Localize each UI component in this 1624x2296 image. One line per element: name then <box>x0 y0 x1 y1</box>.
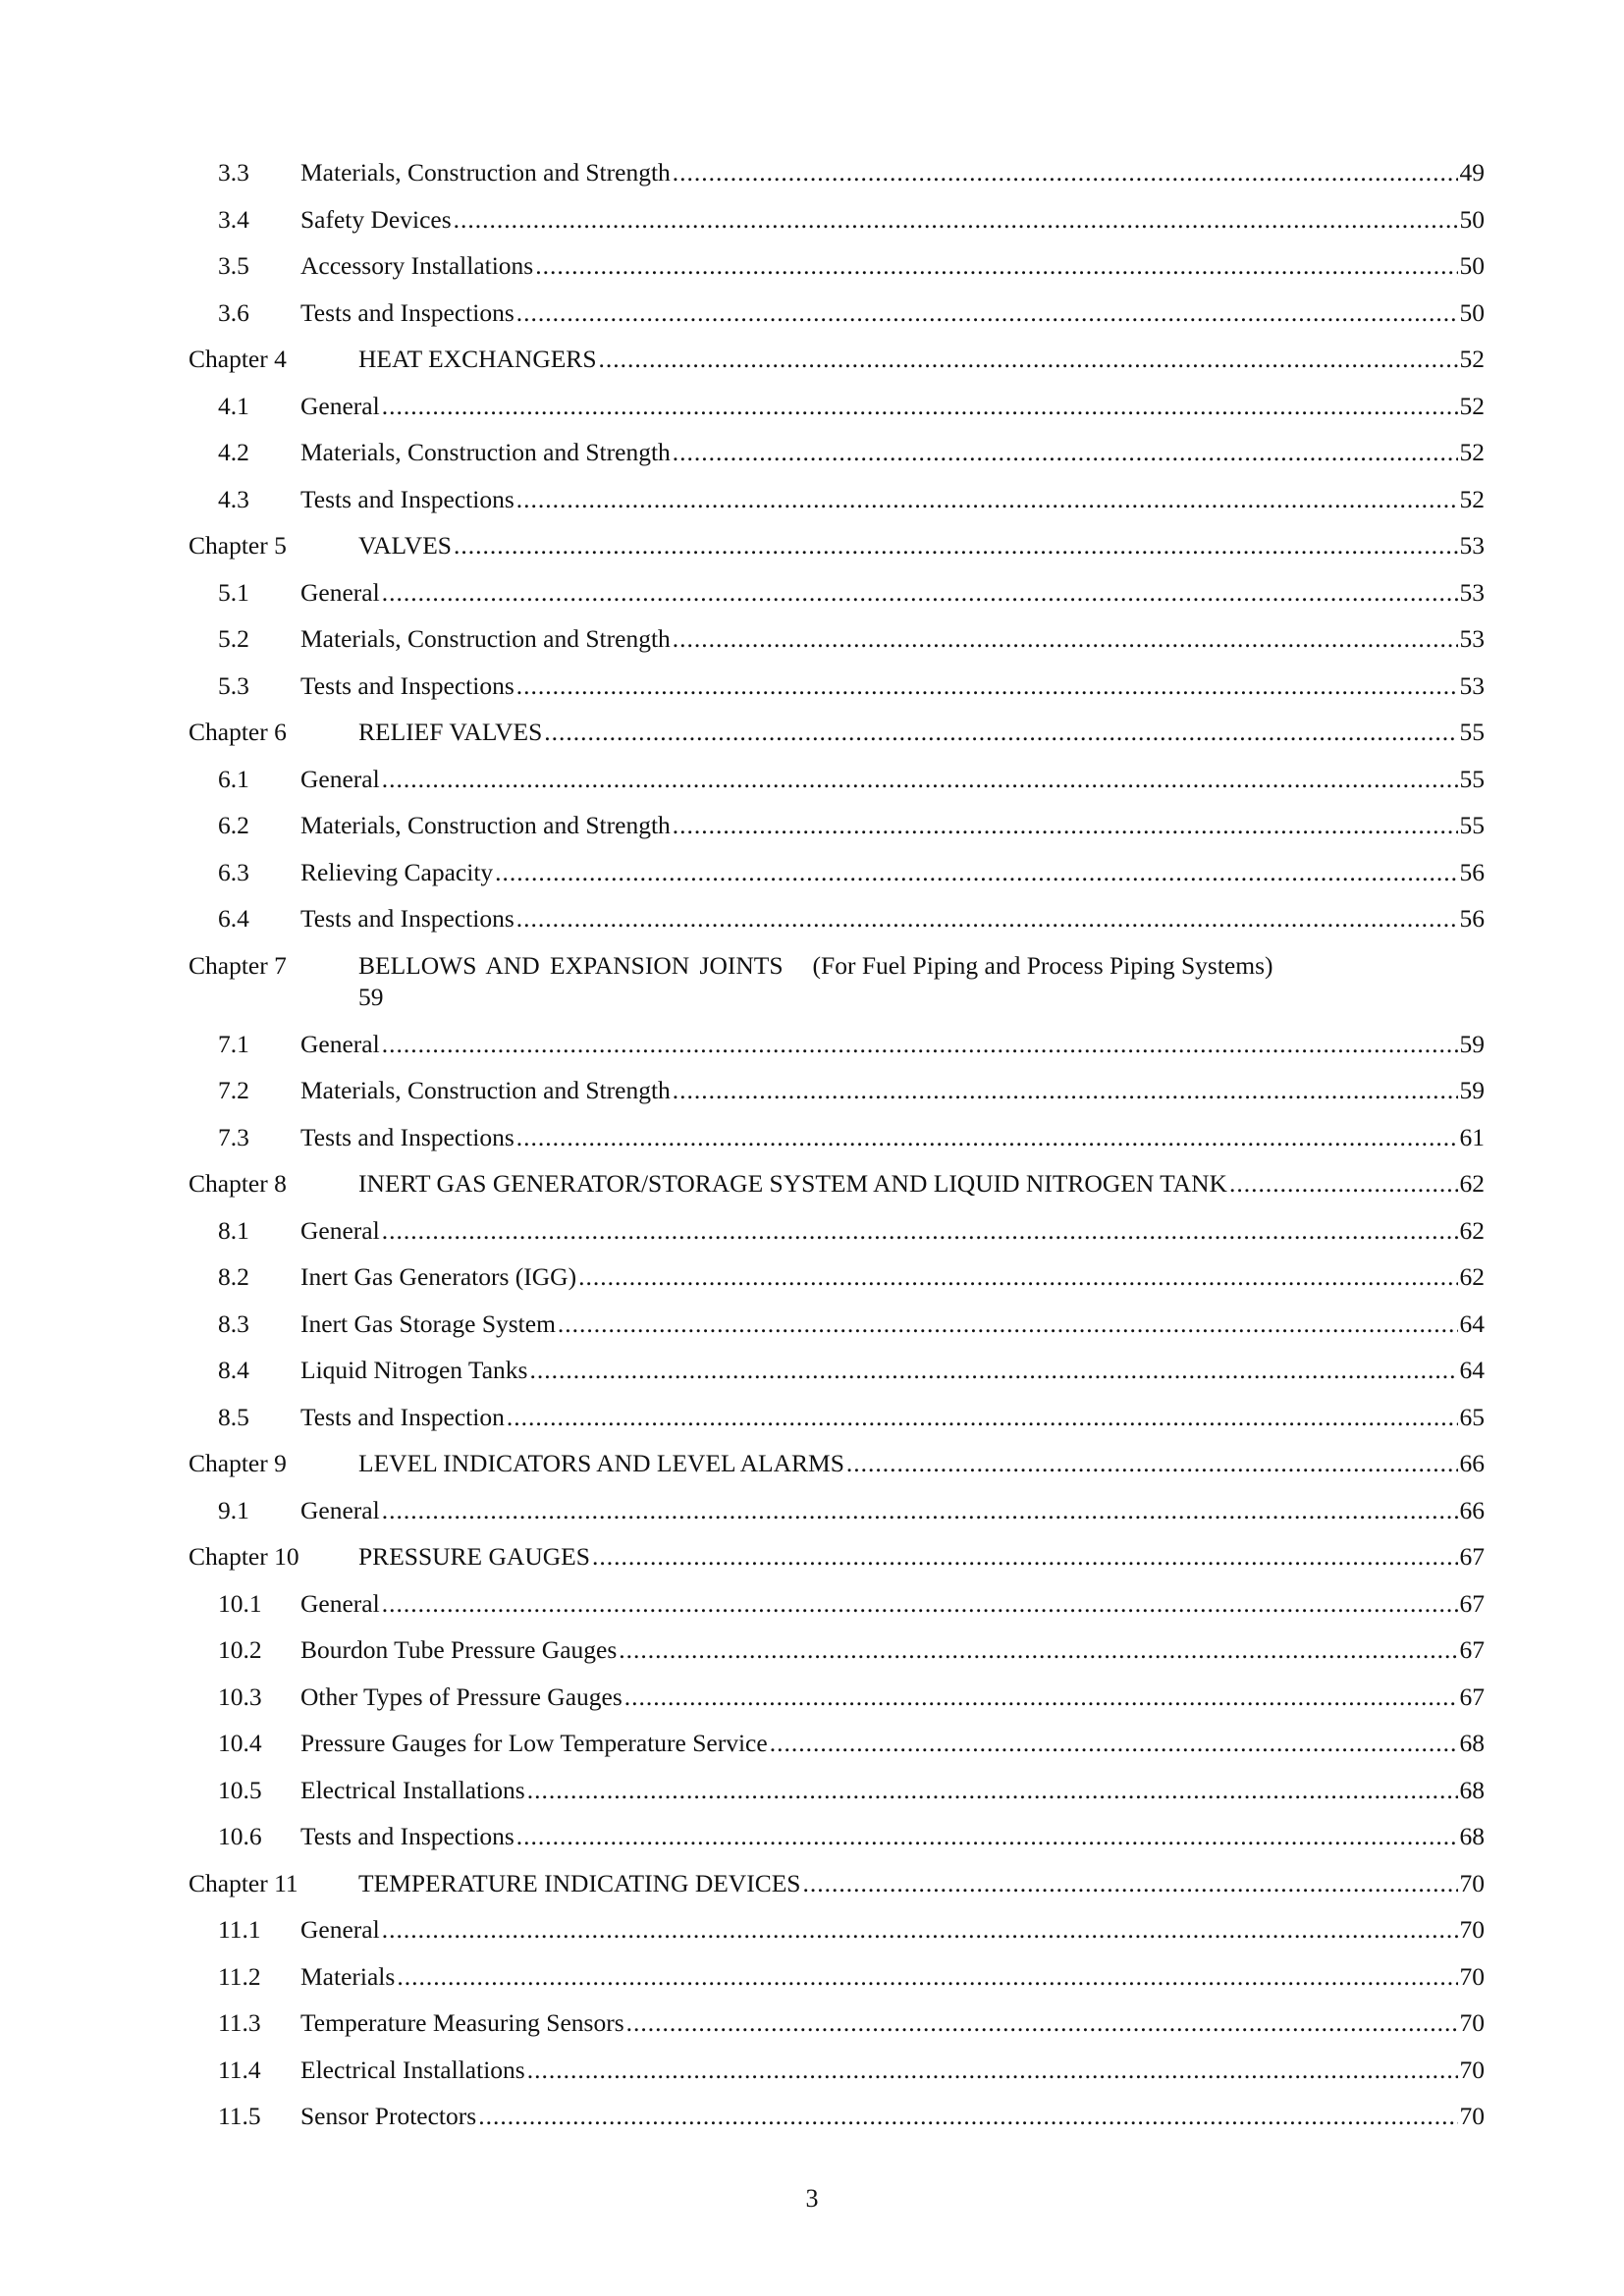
toc-entry-number: 10.3 <box>218 1682 262 1711</box>
toc-entry-subtitle: (For Fuel Piping and Process Piping Systems) <box>812 950 1273 980</box>
toc-entry-title: Liquid Nitrogen Tanks <box>300 1356 528 1384</box>
toc-entry-title: Materials, Construction and Strength <box>300 1076 671 1104</box>
toc-entry-title: Accessory Installations <box>300 251 534 280</box>
toc-entry-title: Materials, Construction and Strength <box>300 438 671 466</box>
toc-entry-line <box>358 1168 1485 1200</box>
toc-entry-title: Tests and Inspections <box>300 484 514 513</box>
toc-chapter-entry <box>0 950 1624 1029</box>
dot-leader <box>454 204 1458 236</box>
toc-entry-page: 66 <box>1459 1495 1485 1524</box>
toc-entry-page: 67 <box>1459 1542 1485 1571</box>
toc-entry-number: Chapter 7 <box>189 950 287 980</box>
toc-entry-page: 70 <box>1459 2102 1485 2130</box>
dot-leader <box>454 530 1458 561</box>
toc-section-entry <box>0 391 1624 438</box>
toc-entry-line <box>300 2101 1485 2132</box>
dot-leader <box>382 1215 1458 1247</box>
toc-entry-line <box>300 810 1485 841</box>
toc-section-entry <box>0 1588 1624 1635</box>
toc-entry-number: Chapter 10 <box>189 1542 299 1571</box>
toc-section-entry <box>0 437 1624 484</box>
toc-entry-number: 8.1 <box>218 1215 249 1245</box>
toc-entry-title: General <box>300 1495 380 1524</box>
toc-entry-number: 7.1 <box>218 1029 249 1058</box>
dot-leader <box>527 1775 1458 1806</box>
toc-entry-title: INERT GAS GENERATOR/STORAGE SYSTEM AND LIQUID NITROGEN TANK <box>358 1169 1227 1198</box>
toc-entry-page: 70 <box>1459 1915 1485 1944</box>
toc-entry-line <box>300 1261 1485 1293</box>
toc-entry-title: Relieving Capacity <box>300 857 494 886</box>
dot-leader <box>592 1541 1458 1573</box>
toc-entry-title: General <box>300 1915 380 1944</box>
dot-leader <box>624 1682 1458 1713</box>
toc-entry-number: 5.2 <box>218 624 249 653</box>
toc-section-entry <box>0 1215 1624 1262</box>
toc-entry-page: 61 <box>1459 1122 1485 1151</box>
toc-entry-number: 8.4 <box>218 1356 249 1384</box>
toc-entry-line <box>300 2007 1485 2039</box>
dot-leader <box>382 1914 1458 1946</box>
toc-entry-number: 11.2 <box>218 1961 261 1991</box>
dot-leader <box>382 764 1458 795</box>
toc-entry-line <box>300 1821 1485 1852</box>
toc-entry-number: 11.3 <box>218 2008 261 2037</box>
toc-entry-page: 53 <box>1459 531 1485 560</box>
toc-section-entry <box>0 1075 1624 1122</box>
toc-entry-number: Chapter 6 <box>189 718 287 746</box>
dot-leader <box>516 1122 1458 1153</box>
toc-entry-number: 5.1 <box>218 577 249 607</box>
toc-entry-title: VALVES <box>358 531 452 560</box>
toc-entry-page: 55 <box>1459 764 1485 793</box>
toc-entry-page: 64 <box>1459 1356 1485 1384</box>
dot-leader <box>516 670 1458 702</box>
toc-section-entry <box>0 1029 1624 1076</box>
toc-entry-page: 52 <box>1459 345 1485 373</box>
toc-entry-page: 53 <box>1459 577 1485 607</box>
dot-leader <box>382 1029 1458 1060</box>
toc-entry-line <box>300 1682 1485 1713</box>
toc-entry-page: 68 <box>1459 1729 1485 1757</box>
toc-entry-page: 70 <box>1459 1961 1485 1991</box>
dot-leader <box>626 2007 1458 2039</box>
dot-leader <box>599 344 1458 375</box>
toc-section-entry <box>0 1634 1624 1682</box>
toc-entry-page: 68 <box>1459 1775 1485 1804</box>
toc-entry-line <box>300 1775 1485 1806</box>
toc-entry-number: Chapter 4 <box>189 345 287 373</box>
toc-entry-line <box>300 1914 1485 1946</box>
toc-entry-page: 66 <box>1459 1449 1485 1477</box>
toc-entry-number: 7.2 <box>218 1076 249 1104</box>
toc-entry-page: 59 <box>1459 1029 1485 1058</box>
toc-entry-page: 49 <box>1459 158 1485 187</box>
dot-leader <box>382 1495 1458 1526</box>
toc-entry-title: General <box>300 764 380 793</box>
toc-entry-number: 3.3 <box>218 158 249 187</box>
toc-entry-line <box>300 1495 1485 1526</box>
toc-section-entry <box>0 1821 1624 1868</box>
toc-entry-title: Tests and Inspection <box>300 1402 505 1431</box>
toc-entry-title: General <box>300 1215 380 1245</box>
toc-section-entry <box>0 1308 1624 1356</box>
toc-entry-number: 6.1 <box>218 764 249 793</box>
toc-chapter-entry <box>0 1168 1624 1215</box>
toc-entry-title: BELLOWS AND EXPANSION JOINTS <box>358 950 784 980</box>
toc-entry-title: Tests and Inspections <box>300 670 514 700</box>
toc-entry-line <box>300 1961 1485 1993</box>
toc-entry-title: Inert Gas Storage System <box>300 1308 556 1338</box>
page-number: 3 <box>805 2184 819 2213</box>
toc-entry-title: General <box>300 577 380 607</box>
toc-section-entry <box>0 764 1624 811</box>
toc-entry-title: General <box>300 1588 380 1618</box>
toc-entry-page: 68 <box>1459 1822 1485 1850</box>
toc-entry-line <box>300 1355 1485 1386</box>
dot-leader <box>770 1728 1458 1759</box>
toc-chapter-entry <box>0 717 1624 764</box>
toc-entry-page: 70 <box>1459 2008 1485 2037</box>
toc-entry-title: RELIEF VALVES <box>358 718 543 746</box>
toc-entry-title: LEVEL INDICATORS AND LEVEL ALARMS <box>358 1449 844 1477</box>
toc-entry-number: 6.2 <box>218 811 249 839</box>
dot-leader <box>529 1355 1457 1386</box>
toc-section-entry <box>0 810 1624 857</box>
toc-entry-title: Electrical Installations <box>300 2055 525 2084</box>
toc-entry-title: Materials <box>300 1961 396 1991</box>
toc-entry-title: Tests and Inspections <box>300 1122 514 1151</box>
toc-entry-line <box>300 1075 1485 1106</box>
dot-leader <box>558 1308 1458 1340</box>
toc-entry-line <box>358 1448 1485 1479</box>
toc-entry-number: 6.4 <box>218 904 249 933</box>
toc-entry-number: Chapter 9 <box>189 1449 287 1477</box>
dot-leader <box>673 623 1458 655</box>
toc-section-entry <box>0 857 1624 904</box>
toc-section-entry <box>0 903 1624 950</box>
dot-leader <box>619 1634 1457 1666</box>
toc-entry-page: 56 <box>1459 857 1485 886</box>
toc-section-entry <box>0 1495 1624 1542</box>
toc-entry-title: Bourdon Tube Pressure Gauges <box>300 1635 618 1664</box>
toc-section-entry <box>0 1402 1624 1449</box>
toc-entry-page: 70 <box>1459 2055 1485 2084</box>
toc-entry-title: Materials, Construction and Strength <box>300 811 671 839</box>
toc-entry-line <box>300 1588 1485 1620</box>
toc-entry-number: 3.4 <box>218 204 249 234</box>
toc-entry-number: 9.1 <box>218 1495 249 1524</box>
toc-entry-number: 8.2 <box>218 1262 249 1291</box>
toc-entry-page: 64 <box>1459 1308 1485 1338</box>
toc-entry-title: Electrical Installations <box>300 1775 525 1804</box>
toc-section-entry <box>0 204 1624 251</box>
toc-entry-number: 4.1 <box>218 391 249 420</box>
toc-section-entry <box>0 1122 1624 1169</box>
toc-entry-title: Tests and Inspections <box>300 297 514 327</box>
toc-entry-line <box>300 577 1485 609</box>
toc-entry-line <box>358 530 1485 561</box>
toc-entry-page: 53 <box>1459 670 1485 700</box>
toc-entry-line <box>300 297 1485 329</box>
toc-entry-line <box>300 157 1485 188</box>
toc-entry-line <box>300 903 1485 934</box>
dot-leader <box>507 1402 1458 1433</box>
dot-leader <box>1229 1168 1458 1200</box>
toc-entry-page: 70 <box>1459 1868 1485 1897</box>
toc-entry-line <box>300 204 1485 236</box>
toc-entry-page: 67 <box>1459 1682 1485 1711</box>
toc-section-entry <box>0 157 1624 204</box>
toc-entry-page: 55 <box>1459 718 1485 746</box>
toc-entry-number: 10.5 <box>218 1775 262 1804</box>
toc-entry-number: 8.3 <box>218 1308 249 1338</box>
toc-section-entry <box>0 623 1624 670</box>
toc-entry-title: Safety Devices <box>300 204 452 234</box>
toc-entry-line <box>300 1122 1485 1153</box>
toc-entry-number: Chapter 8 <box>189 1169 287 1198</box>
dot-leader <box>382 391 1458 422</box>
toc-entry-page: 50 <box>1459 251 1485 280</box>
toc-entry-page: 50 <box>1459 297 1485 327</box>
toc-entry-number: 10.4 <box>218 1729 262 1757</box>
dot-leader <box>397 1961 1457 1993</box>
toc-entry-title: Sensor Protectors <box>300 2102 477 2130</box>
dot-leader <box>516 297 1458 329</box>
toc-entry-line <box>300 623 1485 655</box>
toc-entry-number: 6.3 <box>218 857 249 886</box>
dot-leader <box>382 1588 1458 1620</box>
toc-entry-line <box>300 670 1485 702</box>
dot-leader <box>673 157 1458 188</box>
toc-section-entry <box>0 2007 1624 2055</box>
dot-leader <box>495 857 1457 888</box>
toc-section-entry <box>0 297 1624 345</box>
dot-leader <box>544 717 1457 748</box>
toc-entry-page: 52 <box>1459 438 1485 466</box>
toc-section-entry <box>0 670 1624 718</box>
toc-entry-page: 67 <box>1459 1635 1485 1664</box>
dot-leader <box>846 1448 1458 1479</box>
toc-entry-number: 3.5 <box>218 251 249 280</box>
toc-entry-title: Tests and Inspections <box>300 1822 514 1850</box>
toc-entry-line <box>300 484 1485 515</box>
toc-entry-line <box>358 717 1485 748</box>
dot-leader <box>578 1261 1457 1293</box>
toc-entry-title: Temperature Measuring Sensors <box>300 2008 624 2037</box>
toc-section-entry <box>0 484 1624 531</box>
toc-entry-title: Materials, Construction and Strength <box>300 158 671 187</box>
dot-leader <box>516 484 1458 515</box>
toc-section-entry <box>0 1682 1624 1729</box>
toc-section-entry <box>0 577 1624 624</box>
toc-chapter-entry <box>0 344 1624 391</box>
toc-entry-line <box>300 1215 1485 1247</box>
toc-section-entry <box>0 2055 1624 2102</box>
toc-entry-line <box>300 1308 1485 1340</box>
toc-entry-title: Other Types of Pressure Gauges <box>300 1682 623 1711</box>
toc-entry-line <box>300 764 1485 795</box>
toc-entry-line <box>300 1402 1485 1433</box>
toc-chapter-entry <box>0 530 1624 577</box>
toc-entry-number: 10.2 <box>218 1635 262 1664</box>
dot-leader <box>673 810 1458 841</box>
toc-entry-page: 67 <box>1459 1588 1485 1618</box>
dot-leader <box>478 2101 1457 2132</box>
toc-entry-number: 10.6 <box>218 1822 262 1850</box>
dot-leader <box>673 1075 1458 1106</box>
toc-entry-line <box>300 857 1485 888</box>
toc-entry-line <box>358 344 1485 375</box>
toc-entry-title: Materials, Construction and Strength <box>300 624 671 653</box>
toc-entry-title: HEAT EXCHANGERS <box>358 345 597 373</box>
toc-entry-title: Pressure Gauges for Low Temperature Service <box>300 1729 768 1757</box>
dot-leader <box>535 250 1457 282</box>
toc-entry-title: General <box>300 1029 380 1058</box>
toc-entry-line <box>358 950 1485 1013</box>
toc-section-entry <box>0 1775 1624 1822</box>
toc-section-entry <box>0 1961 1624 2008</box>
toc-entry-title: PRESSURE GAUGES <box>358 1542 590 1571</box>
toc-chapter-entry <box>0 1448 1624 1495</box>
dot-leader <box>527 2055 1458 2086</box>
toc-entry-line <box>300 1728 1485 1759</box>
toc-section-entry <box>0 1728 1624 1775</box>
toc-entry-page: 55 <box>1459 811 1485 839</box>
toc-entry-line <box>358 1868 1485 1899</box>
toc-entry-page: 59 <box>358 982 384 1011</box>
toc-entry-page: 62 <box>1459 1169 1485 1198</box>
toc-chapter-entry <box>0 1541 1624 1588</box>
dot-leader <box>516 1821 1458 1852</box>
toc-entry-page: 52 <box>1459 484 1485 513</box>
toc-entry-line <box>300 2055 1485 2086</box>
toc-section-entry <box>0 250 1624 297</box>
toc-entry-line <box>300 1634 1485 1666</box>
toc-entry-number: 10.1 <box>218 1588 262 1618</box>
toc-chapter-entry <box>0 1868 1624 1915</box>
toc-entry-number: 11.1 <box>218 1915 261 1944</box>
toc-entry-line <box>358 1541 1485 1573</box>
toc-entry-number: 3.6 <box>218 297 249 327</box>
toc-section-entry <box>0 2101 1624 2148</box>
toc-entry-line <box>300 250 1485 282</box>
toc-entry-number: 8.5 <box>218 1402 249 1431</box>
toc-entry-number: 7.3 <box>218 1122 249 1151</box>
toc-entry-number: Chapter 5 <box>189 531 287 560</box>
toc-entry-number: 4.2 <box>218 438 249 466</box>
toc-section-entry <box>0 1355 1624 1402</box>
toc-entry-number: Chapter 11 <box>189 1868 298 1897</box>
toc-entry-number: 11.4 <box>218 2055 261 2084</box>
toc-entry-line <box>300 1029 1485 1060</box>
toc-entry-line <box>300 391 1485 422</box>
toc-entry-number: 5.3 <box>218 670 249 700</box>
toc-entry-title: General <box>300 391 380 420</box>
toc-entry-page: 65 <box>1459 1402 1485 1431</box>
toc-entry-number: 11.5 <box>218 2102 261 2130</box>
toc-entry-page: 62 <box>1459 1215 1485 1245</box>
dot-leader <box>516 903 1458 934</box>
toc-section-entry <box>0 1261 1624 1308</box>
dot-leader <box>802 1868 1457 1899</box>
toc-entry-page: 56 <box>1459 904 1485 933</box>
toc-entry-page: 59 <box>1459 1076 1485 1104</box>
toc-entry-title: TEMPERATURE INDICATING DEVICES <box>358 1868 801 1897</box>
table-of-contents <box>0 157 1624 2148</box>
toc-entry-title: Inert Gas Generators (IGG) <box>300 1262 577 1291</box>
toc-entry-title: Tests and Inspections <box>300 904 514 933</box>
toc-entry-number: 4.3 <box>218 484 249 513</box>
toc-entry-page: 50 <box>1459 204 1485 234</box>
toc-entry-page: 62 <box>1459 1262 1485 1291</box>
toc-entry-page: 52 <box>1459 391 1485 420</box>
dot-leader <box>673 437 1458 468</box>
dot-leader <box>382 577 1458 609</box>
toc-section-entry <box>0 1914 1624 1961</box>
toc-entry-line <box>300 437 1485 468</box>
toc-entry-page: 53 <box>1459 624 1485 653</box>
